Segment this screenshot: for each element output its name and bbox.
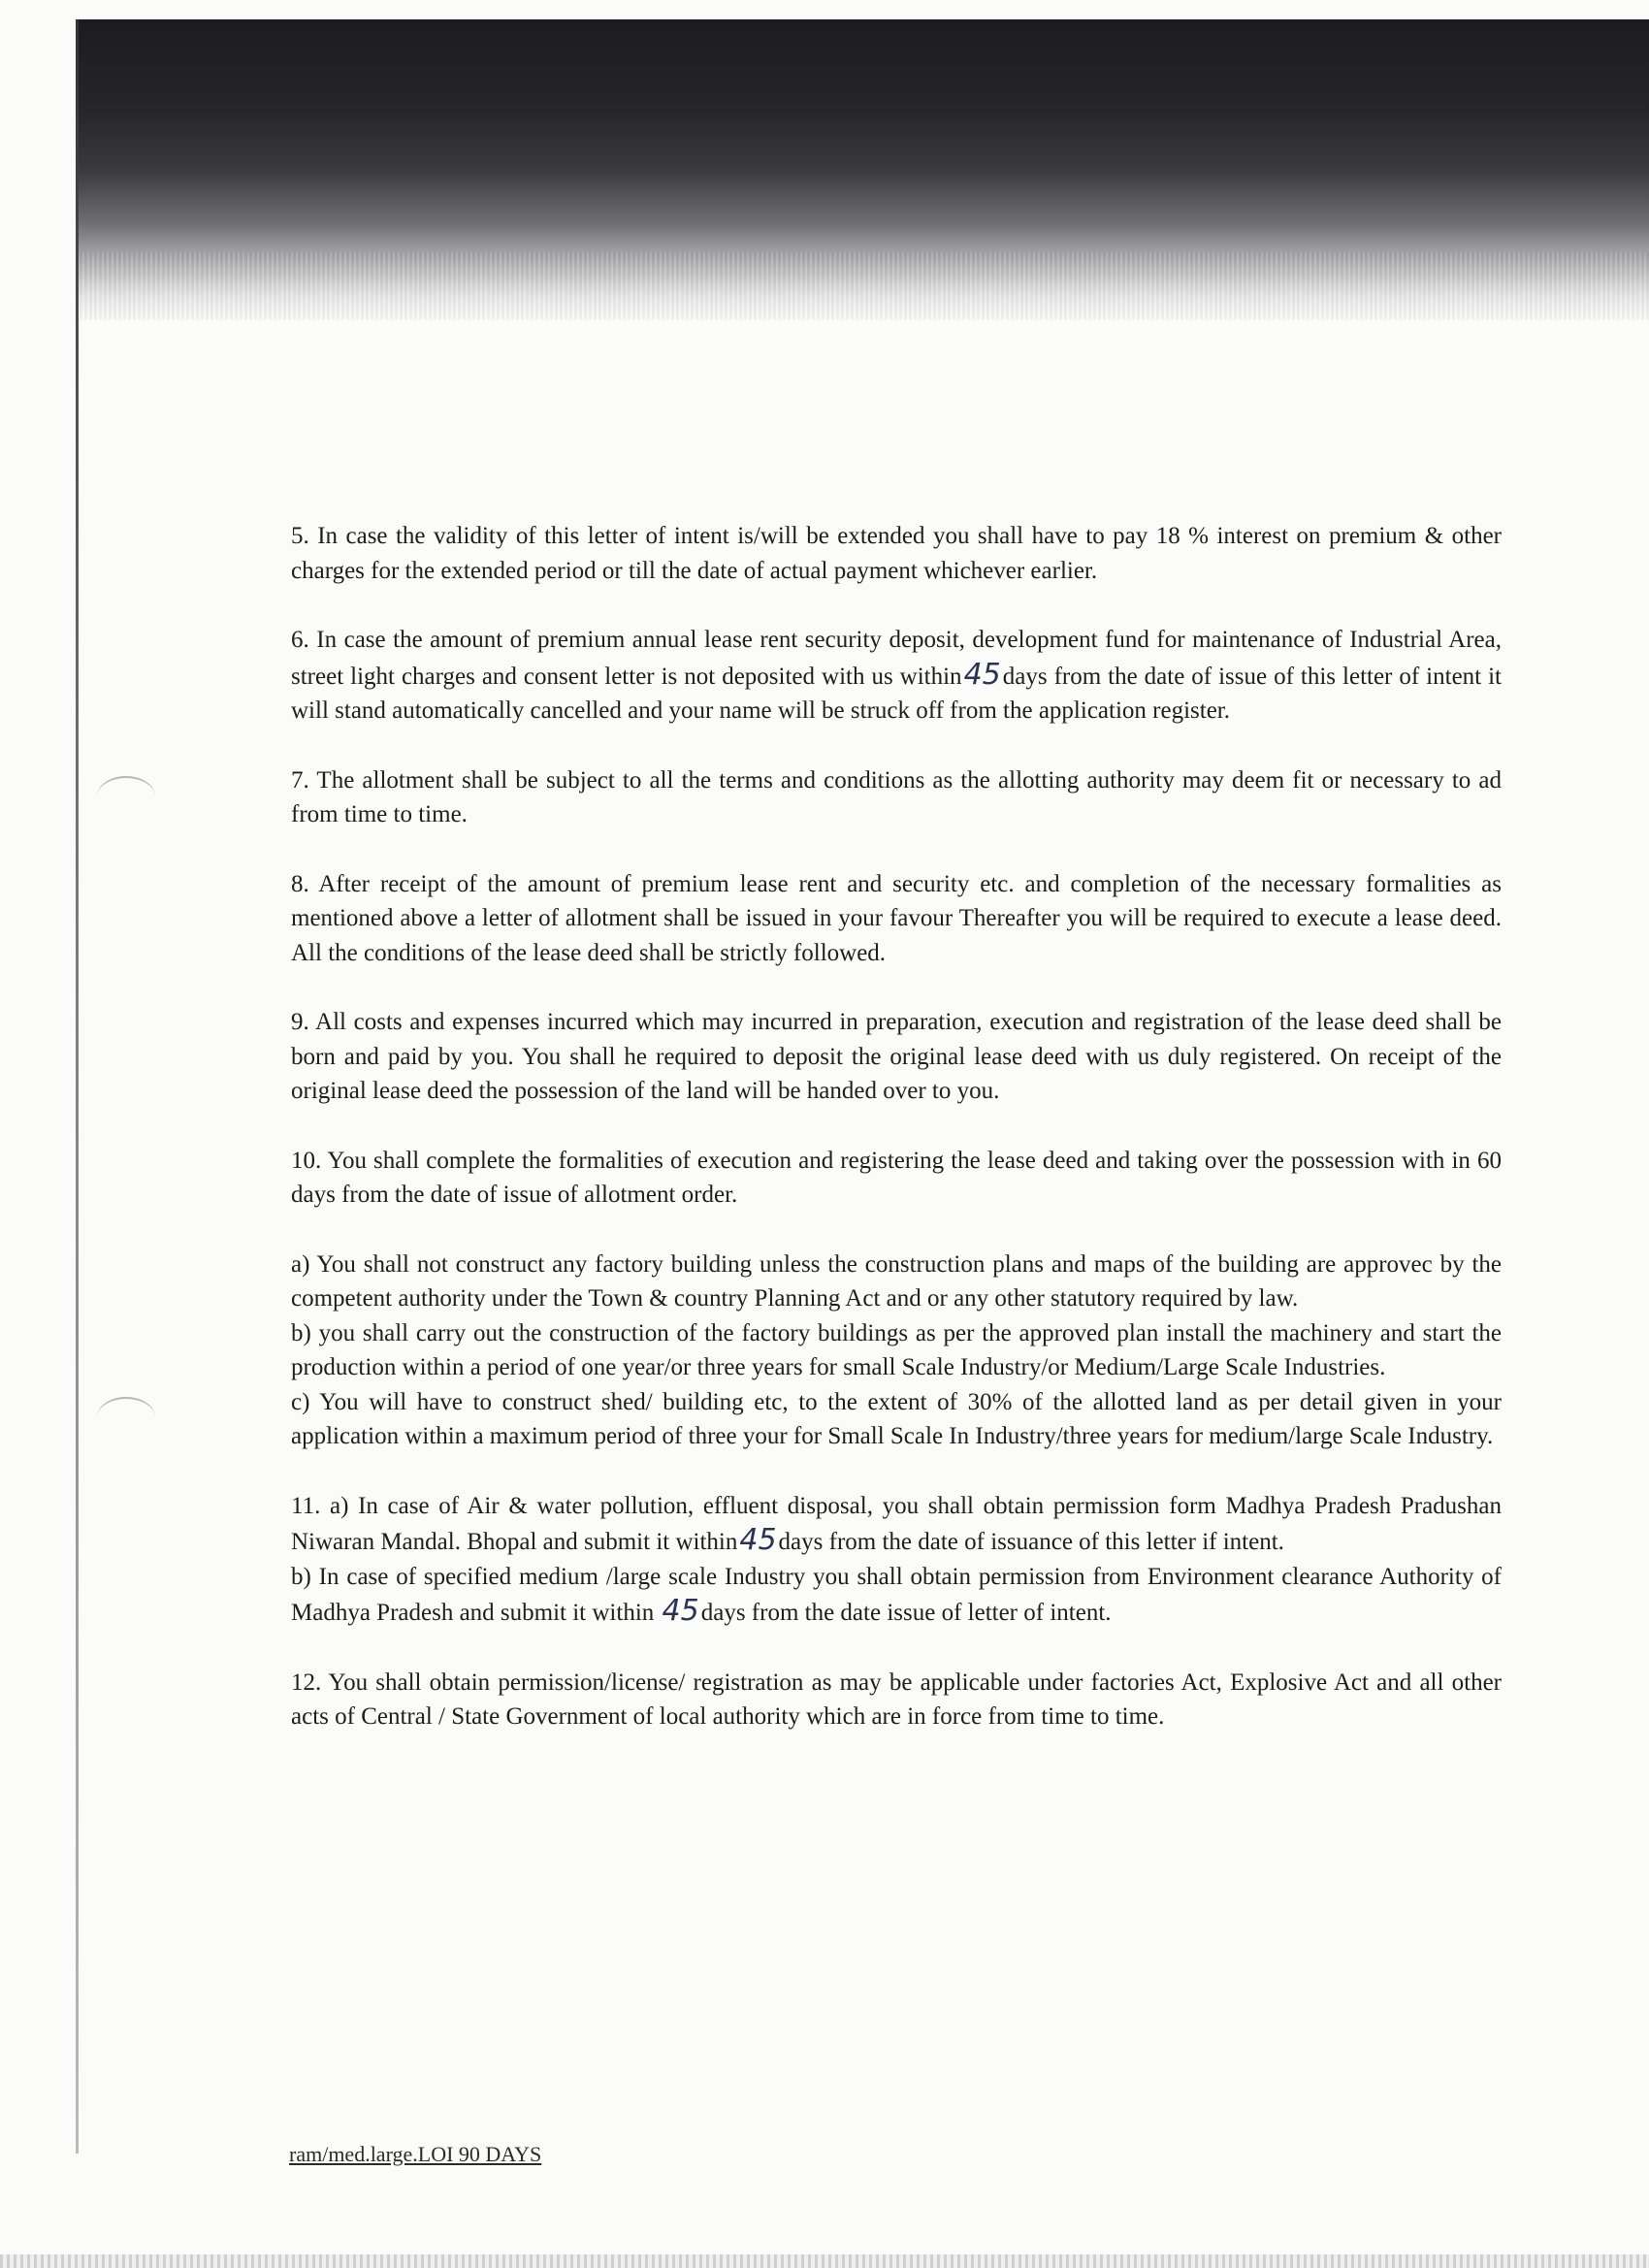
scan-bottom-edge [0, 2254, 1649, 2268]
clause-11-a-text-after: days from the date of issuance of this letter if intent. [778, 1529, 1284, 1555]
punch-hole-mark [97, 1397, 155, 1438]
clause-9: 9. All costs and expenses incurred which may incurred in preparation, execution and registration of the lease deed shall be born and paid by you. You shall he required to deposit the original lease deed with us duly registered. On receipt of the original lease deed the possession of the land will be handed over to you. [291, 1009, 1502, 1104]
clause-11-b-text-after: days from the date issue of letter of intent. [700, 1600, 1112, 1626]
clause-6-text-after: days from the date of issue of this letter of intent it will stand automatically cancelled and your name will be struck off from the application register. [291, 663, 1502, 724]
handwritten-days-value: 45 [739, 1523, 777, 1557]
clause-5: 5. In case the validity of this letter of intent is/will be extended you shall have to pay 18 % interest on premium & other charges for the extended period or till the date of actual payment whichever earlier. [291, 523, 1502, 584]
scan-shadow-band [78, 19, 1649, 320]
handwritten-days-value: 45 [963, 657, 1001, 692]
clause-11-b-text-before: b) In case of specified medium /large scale Industry you shall obtain permission from Environment clearance Authority of Madhya Pradesh and submit it within [291, 1563, 1502, 1626]
clause-10-a: a) You shall not construct any factory building unless the construction plans and maps of the building are approvec by the competent authority under the Town & country Planning Act and or any other statutory required by law. [291, 1250, 1502, 1312]
handwritten-days-value: 45 [662, 1594, 699, 1628]
clause-10-subclauses [291, 1247, 1502, 1454]
clause-11-a [291, 1489, 1502, 1560]
footer-reference: ram/med.large.LOI 90 DAYS [289, 2142, 542, 2166]
clause-11 [291, 1489, 1502, 1631]
clause-7: 7. The allotment shall be subject to all the terms and conditions as the allotting authority may deem fit or necessary to ad from time to time. [291, 766, 1502, 827]
clause-6 [291, 623, 1502, 729]
clause-11-a-text-before: 11. a) In case of Air & water pollution, effluent disposal, you shall obtain permission form Madhya Pradesh Pradushan Niwaran Mandal. Bhopal and submit it within [291, 1492, 1502, 1555]
clause-8: 8. After receipt of the amount of premium lease rent and security etc. and completion of the necessary formalities as mentioned above a letter of allotment shall be issued in your favour Thereafter you will be required to execute a lease deed. All the conditions of the lease deed shall be strictly followed. [291, 870, 1502, 966]
clause-10-b: b) you shall carry out the construction of the factory buildings as per the approved plan install the machinery and start the production within a period of one year/or three years for small Scale Industry/or Medium/Large Scale Industries. [291, 1319, 1502, 1380]
clause-10-c: c) You will have to construct shed/ building etc, to the extent of 30% of the allotted land as per detail given in your application within a maximum period of three your for Small Scale In Industry/three years for medium/large Scale Industry. [291, 1388, 1502, 1449]
clause-6-text-before: 6. In case the amount of premium annual lease rent security deposit, development fund for maintenance of Industrial Area, street light charges and consent letter is not deposited with us within [291, 627, 1502, 690]
letter-body [291, 519, 1502, 1769]
clause-10: 10. You shall complete the formalities of execution and registering the lease deed and taking over the possession with in 60 days from the date of issue of allotment order. [291, 1147, 1502, 1208]
punch-hole-mark [97, 776, 155, 817]
scan-left-edge [76, 19, 79, 2154]
clause-12: 12. You shall obtain permission/license/ registration as may be applicable under factories Act, Explosive Act and all other acts of Central / State Government of local authority which are in force from time to time. [291, 1669, 1502, 1730]
clause-11-b [291, 1560, 1502, 1631]
